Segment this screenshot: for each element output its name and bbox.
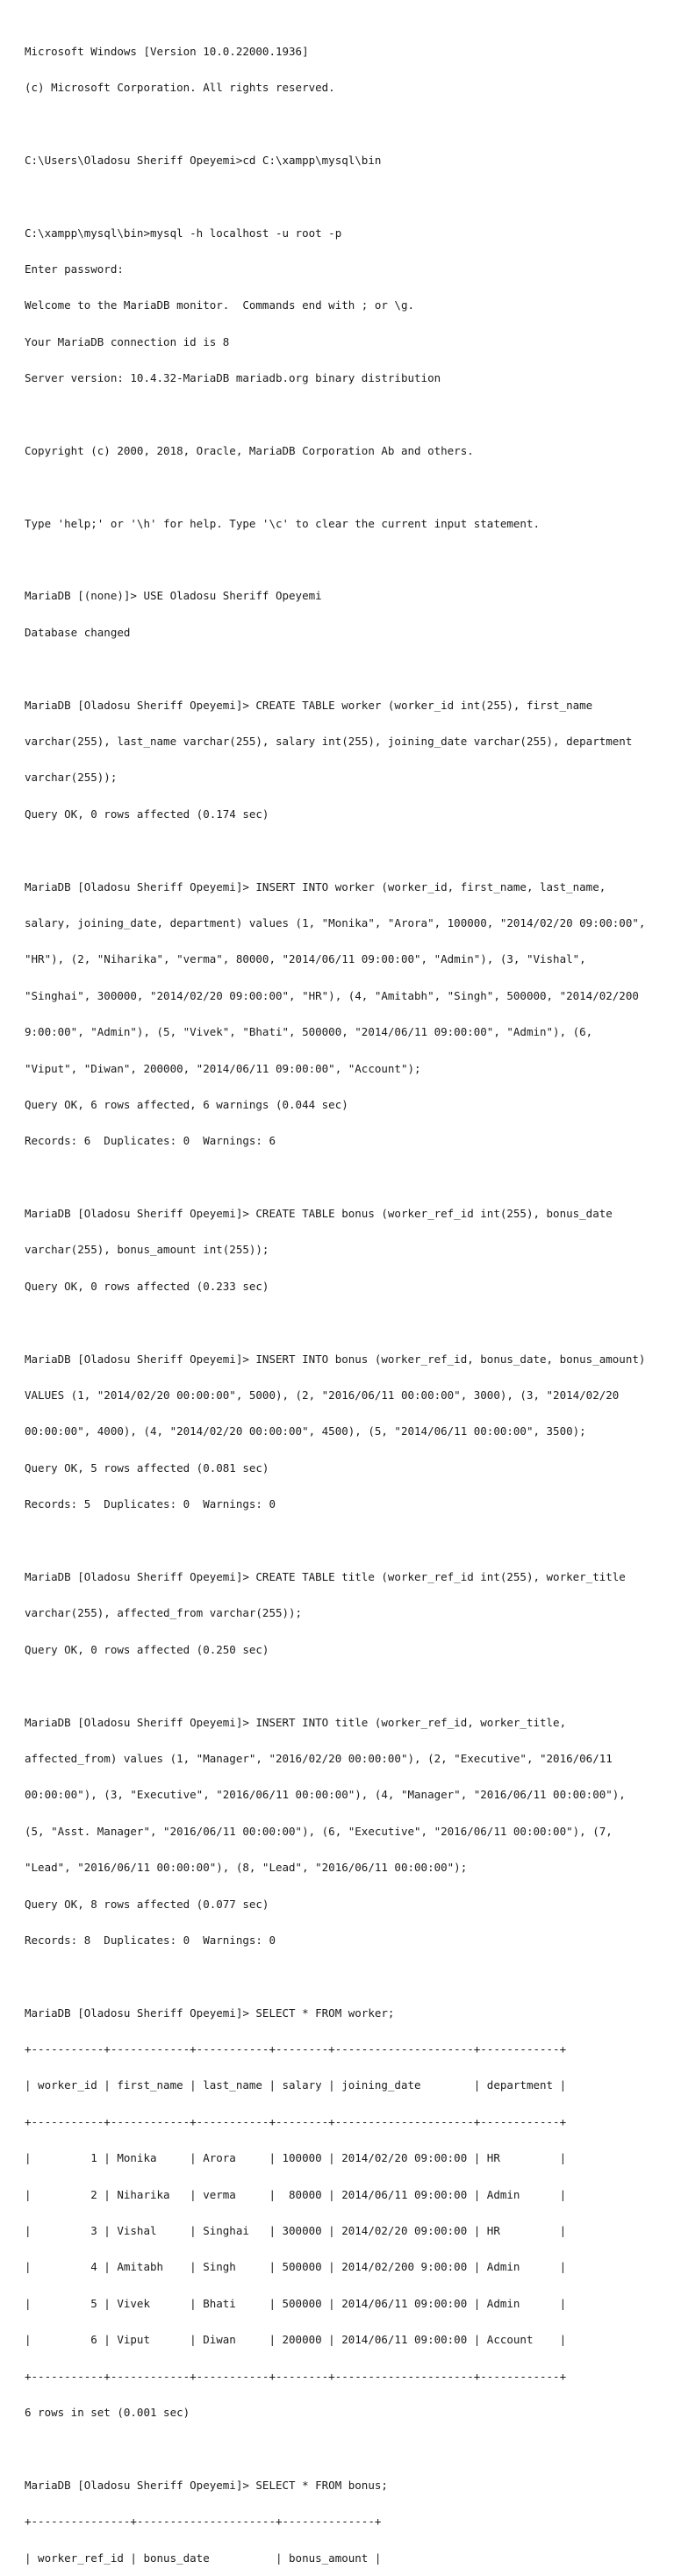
terminal-line: (c) Microsoft Corporation. All rights reserved. <box>25 80 335 94</box>
terminal-line: Microsoft Windows [Version 10.0.22000.1936] <box>25 44 309 58</box>
terminal-line <box>25 2443 665 2455</box>
terminal-line: MariaDB [Oladosu Sheriff Opeyemi]> CREATE TABLE bonus (worker_ref_id int(255), bonus_date <box>25 1207 613 1221</box>
table-border: +-----------+------------+-----------+--------+---------------------+------------+ <box>25 2369 567 2383</box>
terminal-line <box>25 190 665 203</box>
terminal-line <box>25 118 665 130</box>
terminal-line: 00:00:00", 4000), (4, "2014/02/20 00:00:00", 4500), (5, "2014/06/11 00:00:00", 3500); <box>25 1424 586 1439</box>
terminal-line <box>25 1970 665 1983</box>
terminal-line: MariaDB [Oladosu Sheriff Opeyemi]> INSERT INTO title (worker_ref_id, worker_title, <box>25 1715 567 1729</box>
table-row: | 4 | Amitabh | Singh | 500000 | 2014/02/200 9:00:00 | Admin | <box>25 2260 567 2274</box>
terminal-line <box>25 1680 665 1692</box>
terminal-line: affected_from) values (1, "Manager", "2016/02/20 00:00:00"), (2, "Executive", "2016/06/11 <box>25 1751 613 1765</box>
terminal-line: "HR"), (2, "Niharika", "verma", 80000, "2014/06/11 09:00:00", "Admin"), (3, "Vishal", <box>25 952 586 966</box>
terminal-line: Query OK, 8 rows affected (0.077 sec) <box>25 1897 269 1911</box>
terminal-line: 00:00:00"), (3, "Executive", "2016/06/11 00:00:00"), (4, "Manager", "2016/06/11 00:00:00"), <box>25 1788 626 1802</box>
terminal-line: Query OK, 0 rows affected (0.233 sec) <box>25 1279 269 1293</box>
terminal-line: MariaDB [Oladosu Sheriff Opeyemi]> SELECT * FROM worker; <box>25 2006 395 2020</box>
table-border: +-----------+------------+-----------+--------+---------------------+------------+ <box>25 2042 567 2056</box>
terminal-line <box>25 409 665 421</box>
terminal-line: MariaDB [Oladosu Sheriff Opeyemi]> SELECT * FROM bonus; <box>25 2478 388 2492</box>
terminal-line: MariaDB [Oladosu Sheriff Opeyemi]> CREATE TABLE title (worker_ref_id int(255), worker_title <box>25 1570 626 1583</box>
table-row: | 3 | Vishal | Singhai | 300000 | 2014/02/20 09:00:00 | HR | <box>25 2224 567 2238</box>
terminal-line: varchar(255), affected_from varchar(255)); <box>25 1606 303 1620</box>
terminal-line: varchar(255)); <box>25 771 118 785</box>
terminal-line: 6 rows in set (0.001 sec) <box>25 2405 190 2419</box>
terminal-line: varchar(255), last_name varchar(255), salary int(255), joining_date varchar(255), department <box>25 735 633 749</box>
terminal-line: MariaDB [Oladosu Sheriff Opeyemi]> INSERT INTO worker (worker_id, first_name, last_name, <box>25 879 606 893</box>
terminal-line: Database changed <box>25 625 131 639</box>
terminal-line: Query OK, 5 rows affected (0.081 sec) <box>25 1460 269 1475</box>
table-row: | 6 | Viput | Diwan | 200000 | 2014/06/11 09:00:00 | Account | <box>25 2333 567 2347</box>
terminal-line: Query OK, 0 rows affected (0.174 sec) <box>25 807 269 821</box>
terminal-line: Records: 5 Duplicates: 0 Warnings: 0 <box>25 1497 276 1511</box>
terminal-line <box>25 844 665 857</box>
terminal-line: Records: 6 Duplicates: 0 Warnings: 6 <box>25 1134 276 1148</box>
terminal-line <box>25 1172 665 1184</box>
terminal-line: "Singhai", 300000, "2014/02/20 09:00:00", "HR"), (4, "Amitabh", "Singh", 500000, "2014/02/200 <box>25 988 639 1002</box>
terminal-line: Enter password: <box>25 262 124 276</box>
table-row: | 2 | Niharika | verma | 80000 | 2014/06/11 09:00:00 | Admin | <box>25 2187 567 2201</box>
table-border: +---------------+---------------------+--------------+ <box>25 2515 382 2529</box>
terminal-line: C:\xampp\mysql\bin>mysql -h localhost -u root -p <box>25 226 342 240</box>
terminal-line: 9:00:00", "Admin"), (5, "Vivek", "Bhati", 500000, "2014/06/11 09:00:00", "Admin"), (6, <box>25 1025 593 1039</box>
terminal-line: MariaDB [Oladosu Sheriff Opeyemi]> CREATE TABLE worker (worker_id int(255), first_name <box>25 698 593 712</box>
terminal-line: C:\Users\Oladosu Sheriff Opeyemi>cd C:\xampp\mysql\bin <box>25 153 382 167</box>
table-header-row: | worker_ref_id | bonus_date | bonus_amount | <box>25 2551 382 2565</box>
terminal-line: "Lead", "2016/06/11 00:00:00"), (8, "Lead", "2016/06/11 00:00:00"); <box>25 1861 468 1875</box>
terminal-line: MariaDB [(none)]> USE Oladosu Sheriff Opeyemi <box>25 589 322 603</box>
terminal-line <box>25 1317 665 1329</box>
table-row: | 5 | Vivek | Bhati | 500000 | 2014/06/11 09:00:00 | Admin | <box>25 2296 567 2310</box>
terminal-line: Query OK, 0 rows affected (0.250 sec) <box>25 1642 269 1656</box>
terminal-line: Your MariaDB connection id is 8 <box>25 334 230 348</box>
table-header-row: | worker_id | first_name | last_name | salary | joining_date | department | <box>25 2078 567 2092</box>
terminal-line: "Viput", "Diwan", 200000, "2014/06/11 09:00:00", "Account"); <box>25 1061 421 1075</box>
terminal-line: (5, "Asst. Manager", "2016/06/11 00:00:00"), (6, "Executive", "2016/06/11 00:00:00"), (7, <box>25 1824 613 1838</box>
terminal-line: salary, joining_date, department) values (1, "Monika", "Arora", 100000, "2014/02/20 09:00:00", <box>25 915 646 929</box>
terminal-line: Copyright (c) 2000, 2018, Oracle, MariaDB Corporation Ab and others. <box>25 443 474 457</box>
terminal-line: Records: 8 Duplicates: 0 Warnings: 0 <box>25 1933 276 1947</box>
terminal-output[interactable] <box>25 21 665 2576</box>
terminal-line: Welcome to the MariaDB monitor. Commands end with ; or \g. <box>25 298 415 312</box>
terminal-line <box>25 481 665 493</box>
terminal-line: Query OK, 6 rows affected, 6 warnings (0.044 sec) <box>25 1097 348 1111</box>
terminal-line: MariaDB [Oladosu Sheriff Opeyemi]> INSERT INTO bonus (worker_ref_id, bonus_date, bonus_amount) <box>25 1352 646 1366</box>
terminal-line <box>25 554 665 566</box>
terminal-line <box>25 1535 665 1547</box>
terminal-line: Server version: 10.4.32-MariaDB mariadb.org binary distribution <box>25 371 441 385</box>
table-border: +-----------+------------+-----------+--------+---------------------+------------+ <box>25 2114 567 2128</box>
terminal-line: varchar(255), bonus_amount int(255)); <box>25 1243 269 1257</box>
terminal-line: VALUES (1, "2014/02/20 00:00:00", 5000), (2, "2016/06/11 00:00:00", 3000), (3, "2014/02/20 <box>25 1388 620 1403</box>
terminal-line: Type 'help;' or '\h' for help. Type '\c' to clear the current input statement. <box>25 516 540 530</box>
terminal-line <box>25 663 665 675</box>
table-row: | 1 | Monika | Arora | 100000 | 2014/02/20 09:00:00 | HR | <box>25 2151 567 2165</box>
